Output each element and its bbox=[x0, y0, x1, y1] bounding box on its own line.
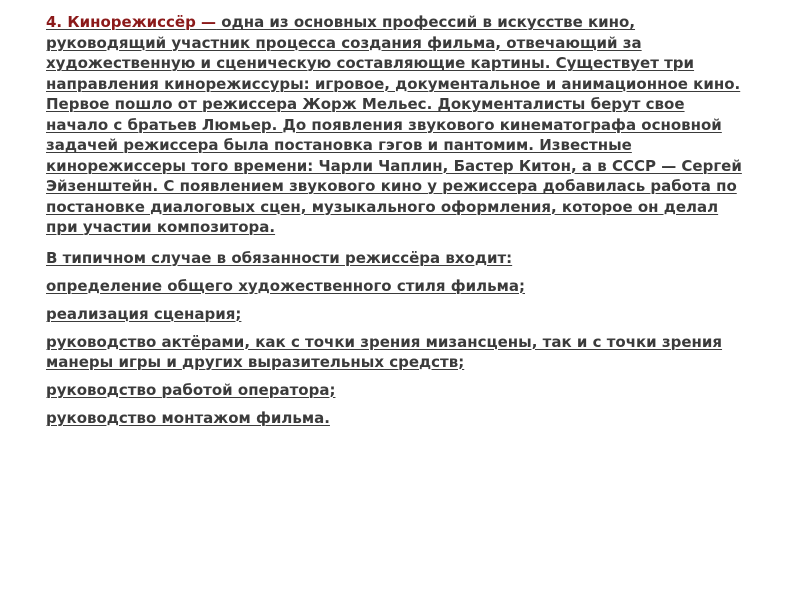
intro-paragraph bbox=[46, 12, 746, 238]
duty-item: руководство работой оператора; bbox=[46, 380, 336, 399]
duty-item: руководство монтажом фильма. bbox=[46, 408, 330, 427]
heading-prefix: 4. Кинорежиссёр — bbox=[46, 13, 217, 31]
duties-intro: В типичном случае в обязанности режиссёра входит: bbox=[46, 248, 513, 267]
duties-list bbox=[46, 248, 746, 428]
duty-item: реализация сценария; bbox=[46, 304, 242, 323]
intro-text: одна из основных профессий в искусстве кино, руководящий участник процесса создания фильма, отвечающий за художественную и сценическую составляющие картины. Существует три направления кинорежиссуры: игровое, документальное и анимационное кино. Первое пошло от режиссера Жорж Мельес. Документалисты берут свое начало с братьев Люмьер. До появления звукового кинематографа основной задачей режиссера была постановка гэгов и пантомим. Известные кинорежиссеры того времени: Чарли Чаплин, Бастер Китон, а в СССР — Сергей Эйзенштейн. С появлением звукового кино у режиссера добавилась работа по постановке диалоговых сцен, музыкального оформления, которое он делал при участии композитора. bbox=[46, 13, 742, 236]
slide-content bbox=[46, 12, 746, 436]
duty-item: руководство актёрами, как с точки зрения мизансцены, так и с точки зрения манеры игры и других выразительных средств; bbox=[46, 332, 723, 371]
duty-item: определение общего художественного стиля фильма; bbox=[46, 276, 525, 295]
